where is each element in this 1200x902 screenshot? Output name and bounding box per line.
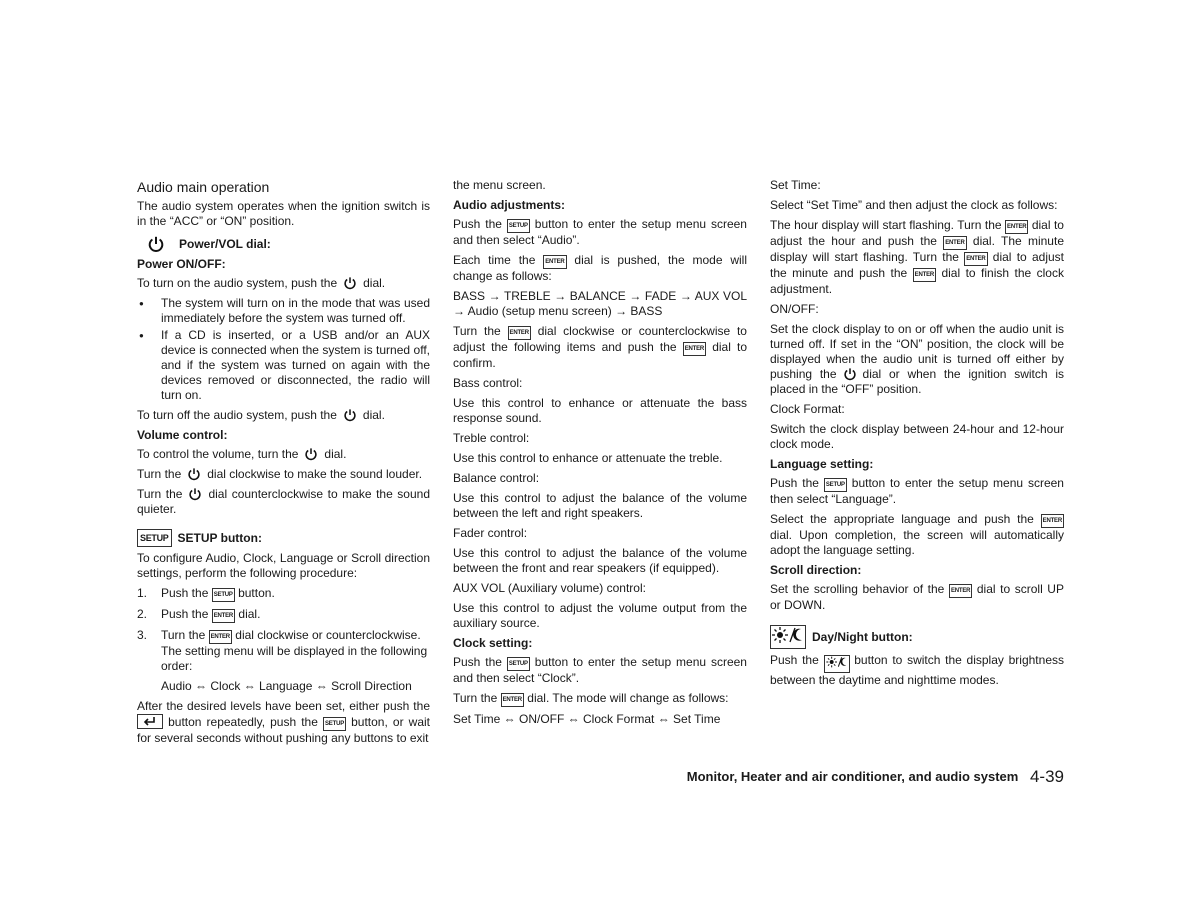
bass-label: Bass control: (453, 376, 523, 390)
setup-button-icon: SETUP (323, 717, 346, 731)
setup-button-icon: SETUP (137, 529, 172, 547)
power-icon (343, 276, 357, 290)
set-time-label: Set Time: (770, 178, 821, 192)
intro-paragraph: The audio system operates when the ignition switch is in the “ACC” or “ON” position. (137, 199, 430, 228)
list-item: ● The system will turn on in the mode that was used immediately before the system was turned off. (137, 296, 430, 326)
power-icon (304, 447, 318, 461)
volume-paragraph-3: Turn the dial counterclockwise to make the sound quieter. (137, 487, 430, 516)
power-bullets (137, 296, 430, 403)
clock-setup-paragraph: Push the SETUP button to enter the setup menu screen and then select “Clock”. (453, 655, 747, 685)
enter-button-icon: ENTER (943, 236, 966, 250)
bass-text: Use this control to enhance or attenuate the bass response sound. (453, 396, 747, 425)
power-vol-heading-label: Power/VOL dial: (179, 236, 271, 251)
scroll-heading: Scroll direction: (770, 563, 862, 577)
clock-turn-paragraph: Turn the ENTER dial. The mode will change as follows: (453, 691, 729, 705)
day-night-heading (770, 625, 1064, 649)
setup-intro: To configure Audio, Clock, Language or Scroll direction settings, perform the following procedure: (137, 551, 430, 580)
auxvol-text: Use this control to adjust the volume output from the auxiliary source. (453, 601, 747, 630)
setting-order: Audio ⇔ Clock ⇔ Language ⇔ Scroll Direction (161, 679, 412, 693)
each-time-paragraph: Each time the ENTER dial is pushed, the mode will change as follows: (453, 253, 747, 283)
setup-heading (137, 529, 430, 547)
enter-button-icon: ENTER (913, 268, 936, 282)
setup-steps (137, 586, 430, 674)
volume-heading: Volume control: (137, 428, 228, 442)
language-heading: Language setting: (770, 457, 874, 471)
onoff-label: ON/OFF: (770, 302, 819, 316)
column-1 (137, 178, 430, 751)
enter-button-icon: ENTER (543, 255, 566, 269)
clock-sequence: Set Time ⇔ ON/OFF ⇔ Clock Format ⇔ Set Time (453, 712, 721, 726)
volume-paragraph-1: To control the volume, turn the dial. (137, 447, 347, 461)
list-item: ● If a CD is inserted, or a USB and/or an AUX device is connected when the system is turned off, and if the system was turned on again with the devices removed or disconnected, the radio will turn on. (137, 328, 430, 403)
power-vol-heading (137, 235, 430, 253)
set-time-text: Select “Set Time” and then adjust the clock as follows: (770, 198, 1058, 212)
enter-button-icon: ENTER (501, 693, 524, 707)
turn-paragraph: Turn the ENTER dial clockwise or counterclockwise to adjust the following items and push the ENTER dial to confirm. (453, 324, 748, 370)
audio-adjustments-heading: Audio adjustments: (453, 198, 566, 212)
volume-paragraph-2: Turn the dial clockwise to make the sound louder. (137, 467, 423, 481)
day-night-icon (824, 655, 850, 673)
setup-button-icon: SETUP (507, 219, 530, 233)
power-icon (843, 367, 857, 381)
mode-sequence: BASS → TREBLE → BALANCE → FADE → AUX VOL → Audio (setup menu screen) → BASS (453, 289, 747, 318)
hour-paragraph: The hour display will start flashing. Turn the ENTER dial to adjust the hour and push the ENTER dial. The minute display will start flashing. Turn the ENTER dial to adjust the minute and push the ENTER dial to finish the clock adjustment. (770, 218, 1064, 296)
enter-button-icon: ENTER (683, 342, 706, 356)
day-night-icon (770, 625, 806, 649)
turn-off-paragraph: To turn off the audio system, push the dial. (137, 408, 385, 422)
treble-text: Use this control to enhance or attenuate the treble. (453, 451, 723, 465)
enter-button-icon: ENTER (508, 326, 531, 340)
power-onoff-heading: Power ON/OFF: (137, 257, 226, 271)
page-number: 4-39 (1029, 767, 1064, 786)
list-item: 2. Push the ENTER dial. (137, 607, 261, 621)
onoff-paragraph: Set the clock display to on or off when the audio unit is turned off. If set in the “ON” position, the clock will be displayed when the audio unit is turned off either by pushing the dial or when the ignition switch is placed in the “OFF” position. (770, 322, 1064, 396)
language-paragraph-2: Select the appropriate language and push the ENTER dial. Upon completion, the screen will automatically adopt the language setting. (770, 512, 1064, 557)
clock-setting-heading: Clock setting: (453, 636, 533, 650)
page-footer (660, 767, 1064, 787)
fader-text: Use this control to adjust the balance of the volume between the front and rear speakers (if equipped). (453, 546, 747, 575)
turn-on-paragraph: To turn on the audio system, push the dial. (137, 276, 386, 290)
fader-label: Fader control: (453, 526, 528, 540)
footer-chapter-title: Monitor, Heater and air conditioner, and audio system (686, 769, 1019, 784)
power-icon (147, 235, 165, 253)
setup-button-icon: SETUP (824, 478, 847, 492)
treble-label: Treble control: (453, 431, 530, 445)
power-icon (188, 487, 202, 501)
setup-heading-label: SETUP button: (177, 530, 262, 545)
setup-button-icon: SETUP (507, 657, 530, 671)
back-button-icon (137, 714, 163, 729)
clock-format-text: Switch the clock display between 24-hour and 12-hour clock mode. (770, 422, 1064, 451)
day-night-paragraph: Push the button to switch the display brightness between the daytime and nighttime modes. (770, 653, 1064, 687)
enter-button-icon: ENTER (964, 252, 987, 266)
power-icon (343, 408, 357, 422)
setup-button-icon: SETUP (212, 588, 235, 602)
enter-button-icon: ENTER (1005, 220, 1028, 234)
balance-label: Balance control: (453, 471, 540, 485)
enter-button-icon: ENTER (1041, 514, 1064, 528)
continued-text: the menu screen. (453, 178, 546, 192)
auxvol-label: AUX VOL (Auxiliary volume) control: (453, 581, 646, 595)
enter-button-icon: ENTER (209, 630, 232, 644)
day-night-heading-label: Day/Night button: (812, 629, 913, 644)
column-3 (770, 178, 1064, 693)
enter-button-icon: ENTER (949, 584, 972, 598)
language-paragraph-1: Push the SETUP button to enter the setup menu screen then select “Language”. (770, 476, 1064, 506)
power-icon (187, 467, 201, 481)
after-paragraph: After the desired levels have been set, either push the button repeatedly, push the SETUP button, or wait for several seconds without pushing any buttons to exit (137, 699, 430, 745)
balance-text: Use this control to adjust the balance of the volume between the left and right speakers. (453, 491, 747, 520)
list-item: 1. Push the SETUP button. (137, 586, 275, 600)
section-heading: Audio main operation (137, 179, 270, 195)
list-item: 3. Turn the ENTER dial clockwise or counterclockwise. The setting menu will be displayed in the following order: (137, 628, 428, 673)
enter-button-icon: ENTER (212, 609, 235, 623)
scroll-paragraph: Set the scrolling behavior of the ENTER dial to scroll UP or DOWN. (770, 582, 1064, 612)
audio-adj-paragraph: Push the SETUP button to enter the setup menu screen and then select “Audio”. (453, 217, 747, 247)
column-2 (453, 178, 747, 732)
clock-format-label: Clock Format: (770, 402, 845, 416)
